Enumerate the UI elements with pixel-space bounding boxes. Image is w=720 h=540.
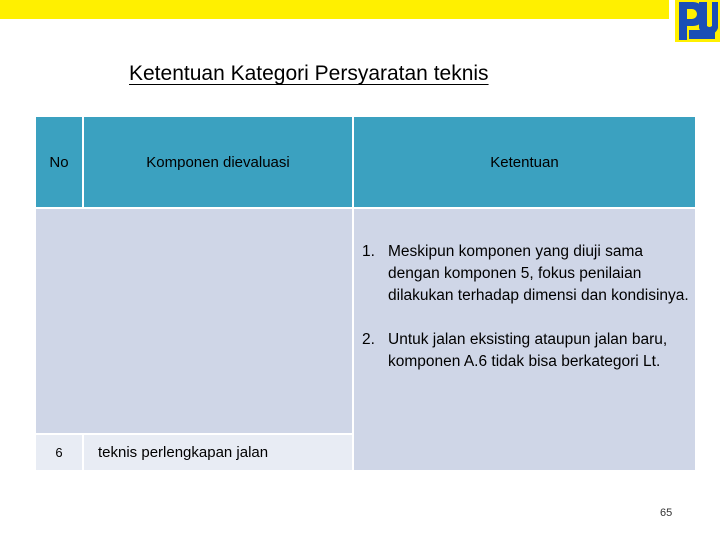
page-number: 65 [660, 507, 673, 519]
list-item [362, 329, 692, 373]
requirements-table [36, 117, 695, 470]
header-ketentuan-label: Ketentuan [490, 153, 559, 171]
header-ketentuan [354, 117, 695, 207]
list-item-text: Untuk jalan eksisting ataupun jalan baru, komponen A.6 tidak bisa berkategori Lt. [388, 331, 668, 370]
row-no: 6 [55, 445, 63, 460]
list-item-text: Meskipun komponen yang diuji sama dengan komponen 5, fokus penilaian dilakukan terhadap dimensi dan kondisinya. [388, 243, 689, 304]
header-komponen-label: Komponen dievaluasi [146, 153, 290, 171]
list-item-number: 2. [362, 331, 375, 348]
header-komponen [84, 117, 352, 207]
header-no-label: No [49, 153, 69, 171]
row-ketentuan-cell [354, 209, 695, 470]
row-no-cell [36, 435, 82, 470]
list-item-number: 1. [362, 243, 375, 260]
row-komponen: teknis perlengkapan jalan [98, 444, 269, 461]
header-no [36, 117, 82, 207]
row-komponen-cell [84, 435, 352, 470]
body-left-area [36, 209, 352, 433]
ketentuan-list [362, 241, 692, 395]
list-item [362, 241, 692, 307]
top-yellow-bar [0, 0, 669, 19]
pu-logo-icon [675, 0, 720, 42]
page-title: Ketentuan Kategori Persyaratan teknis [129, 62, 489, 85]
